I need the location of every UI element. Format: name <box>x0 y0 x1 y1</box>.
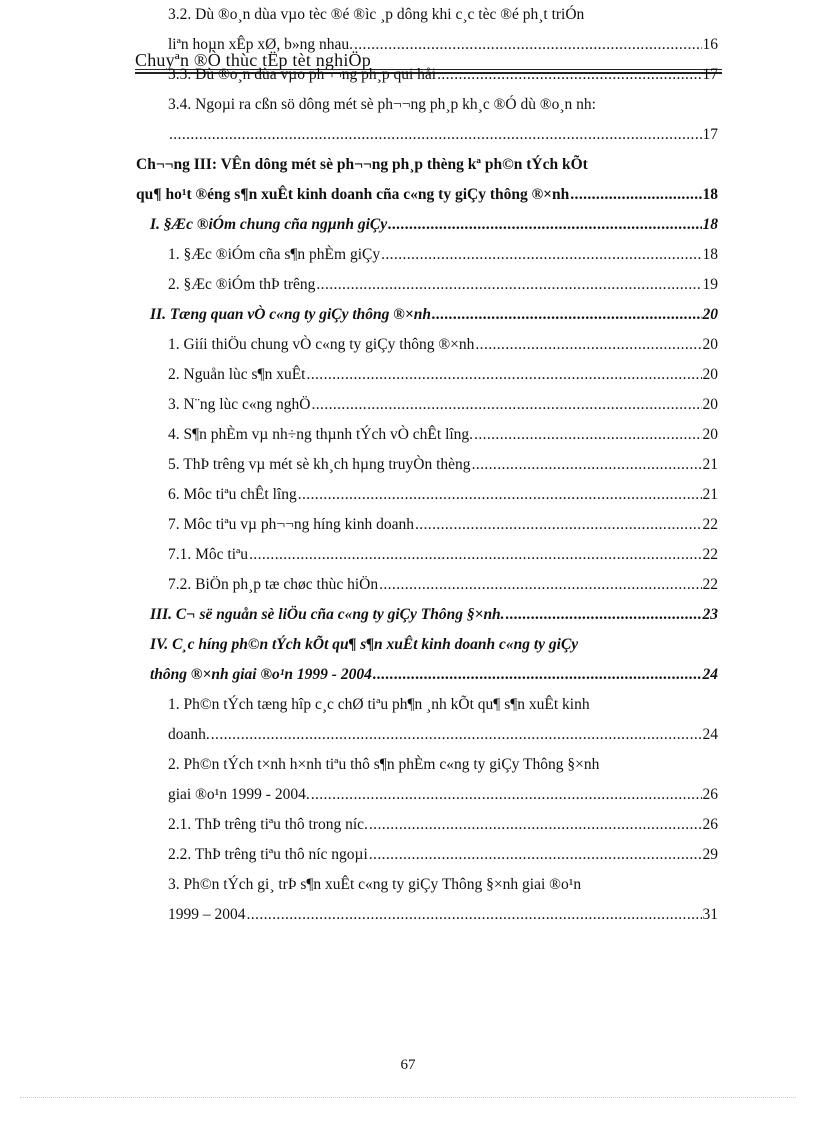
toc-leader-dots <box>373 665 702 685</box>
toc-leader-dots <box>316 275 701 295</box>
toc-entry[interactable] <box>150 305 718 325</box>
toc-entry[interactable] <box>168 335 718 355</box>
toc-leader-dots <box>306 365 701 385</box>
toc-entry[interactable] <box>168 905 718 925</box>
toc-entry-title: 2. §Æc ®iÓm thÞ trêng <box>168 276 316 293</box>
toc-entry-title: 3. Ph©n tÝch gi¸ trÞ s¶n xuÊt c«ng ty giÇy Thông §×nh giai ®o¹n <box>168 876 582 893</box>
toc-page-number: 18 <box>702 216 718 233</box>
toc-entry-title: 2. Ph©n tÝch t×nh h×nh tiªu thô s¶n phÈm c«ng ty giÇy Thông §×nh <box>168 756 600 773</box>
toc-entry[interactable] <box>168 395 718 415</box>
toc-entry[interactable] <box>168 95 596 115</box>
toc-entry-title: 1. Giíi thiÖu chung vÒ c«ng ty giÇy thông ®×nh <box>168 336 475 353</box>
toc-entry-title: 3.2. Dù ®o¸n dùa vµo tèc ®é ®ìc ¸p dông khi c¸c tèc ®é ph¸t triÓn <box>168 6 585 23</box>
toc-entry[interactable] <box>168 875 581 895</box>
toc-entry[interactable] <box>168 755 599 775</box>
toc-leader-dots <box>437 65 701 85</box>
toc-entry-title: qu¶ ho¹t ®éng s¶n xuÊt kinh doanh cña c«ng ty giÇy thông ®×nh <box>136 186 570 203</box>
toc-page-number: 20 <box>702 366 718 383</box>
toc-entry-title: 5. ThÞ trêng vµ mét sè kh¸ch hµng truyÒn thèng <box>168 456 471 473</box>
toc-entry-title: 4. S¶n phÈm vµ nh÷ng thµnh tÝch vÒ chÊt lîng. <box>168 426 474 443</box>
toc-page-number: 29 <box>702 846 718 863</box>
toc-entry[interactable] <box>168 815 718 835</box>
toc-page-number: 19 <box>702 276 718 293</box>
toc-entry[interactable] <box>168 785 718 805</box>
toc-entry-title: II. Tæng quan vÒ c«ng ty giÇy thông ®×nh <box>150 306 431 323</box>
toc-entry-title: 3. N¨ng lùc c«ng nghÖ <box>168 396 311 413</box>
toc-entry-title: 6. Môc tiªu chÊt lîng <box>168 486 297 503</box>
toc-page-number: 23 <box>702 606 718 623</box>
page-number: 67 <box>400 1057 416 1073</box>
toc-entry[interactable] <box>168 35 718 55</box>
toc-entry[interactable] <box>168 485 718 505</box>
page-bottom-edge <box>20 1097 796 1098</box>
toc-leader-dots <box>570 185 701 205</box>
toc-page-number: 21 <box>702 486 718 503</box>
toc-page-number: 22 <box>702 516 718 533</box>
toc-leader-dots <box>472 455 702 475</box>
toc-entry-title: 7.2. BiÖn ph¸p tæ chøc thùc hiÖn <box>168 576 379 593</box>
toc-entry[interactable] <box>168 545 718 565</box>
toc-page-number: 22 <box>702 546 718 563</box>
toc-entry-title: thông ®×nh giai ®o¹n 1999 - 2004 <box>150 666 372 683</box>
toc-entry[interactable] <box>168 845 718 865</box>
toc-leader-dots <box>311 785 702 805</box>
toc-entry-title: 1. §Æc ®iÓm cña s¶n phÈm giÇy <box>168 246 381 263</box>
toc-page-number: 24 <box>702 666 718 683</box>
toc-entry-title: 3.4. Ngoµi ra cßn sö dông mét sè ph¬¬ng ph¸p kh¸c ®Ó dù ®o¸n nh: <box>168 96 596 113</box>
toc-entry-title: 2.2. ThÞ trêng tiªu thô níc ngoµi <box>168 846 368 863</box>
toc-leader-dots <box>432 305 702 325</box>
toc-entry[interactable] <box>168 245 718 265</box>
toc-leader-dots <box>369 845 702 865</box>
toc-entry[interactable] <box>168 5 584 25</box>
toc-entry[interactable] <box>168 125 718 145</box>
toc-page-number: 18 <box>702 186 718 203</box>
toc-leader-dots <box>247 905 702 925</box>
toc-leader-dots <box>379 575 701 595</box>
toc-page-number: 17 <box>702 126 718 143</box>
toc-leader-dots <box>211 725 702 745</box>
toc-entry[interactable] <box>136 155 588 175</box>
toc-entry[interactable] <box>168 515 718 535</box>
toc-leader-dots <box>312 395 702 415</box>
toc-entry-title: doanh. <box>168 726 210 743</box>
toc-page-number: 21 <box>702 456 718 473</box>
toc-entry-title: IV. C¸c híng ph©n tÝch kÕt qu¶ s¶n xuÊt kinh doanh c«ng ty giÇy <box>150 636 579 653</box>
toc-leader-dots <box>169 125 702 145</box>
toc-leader-dots <box>475 335 701 355</box>
toc-entry-title: III. C¬ së nguån sè liÖu cña c«ng ty giÇy Thông §×nh. <box>150 606 505 623</box>
toc-entry-title: 3.3. Dù ®o¸n dùa vµo ph¬¬ng ph¸p qui håi <box>168 66 437 83</box>
toc-entry[interactable] <box>150 605 718 625</box>
toc-leader-dots <box>415 515 702 535</box>
toc-entry[interactable] <box>150 665 718 685</box>
toc-page-number: 24 <box>702 726 718 743</box>
toc-leader-dots <box>506 605 702 625</box>
toc-page-number: 17 <box>702 66 718 83</box>
toc-entry[interactable] <box>168 275 718 295</box>
toc-page-number: 26 <box>702 816 718 833</box>
toc-entry[interactable] <box>168 575 718 595</box>
toc-entry[interactable] <box>168 65 718 85</box>
toc-leader-dots <box>354 35 702 55</box>
toc-entry[interactable] <box>168 455 718 475</box>
toc-leader-dots <box>474 425 701 445</box>
toc-leader-dots <box>249 545 701 565</box>
toc-entry-title: I. §Æc ®iÓm chung cña ngµnh giÇy <box>150 216 388 233</box>
toc-entry-title: liªn hoµn xÊp xØ, b»ng nhau. <box>168 36 353 53</box>
toc-entry[interactable] <box>150 635 578 655</box>
toc-leader-dots <box>369 815 702 835</box>
toc-entry-title: giai ®o¹n 1999 - 2004. <box>168 786 310 803</box>
toc-entry[interactable] <box>168 695 590 715</box>
toc-page-number: 20 <box>702 426 718 443</box>
toc-page-number: 26 <box>702 786 718 803</box>
toc-page-number: 18 <box>702 246 718 263</box>
toc-entry[interactable] <box>136 185 718 205</box>
toc-leader-dots <box>381 245 701 265</box>
toc-leader-dots <box>298 485 702 505</box>
toc-entry-title: 7.1. Môc tiªu <box>168 546 249 563</box>
toc-entry-title: Ch¬¬ng III: VÊn dông mét sè ph¬¬ng ph¸p thèng kª ph©n tÝch kÕt <box>136 156 588 173</box>
toc-entry-title: 1999 – 2004 <box>168 906 246 923</box>
toc-entry[interactable] <box>168 725 718 745</box>
toc-entry-title: 2.1. ThÞ trêng tiªu thô trong níc. <box>168 816 368 833</box>
toc-entry[interactable] <box>168 425 718 445</box>
toc-leader-dots <box>388 215 701 235</box>
toc-entry-title: 2. Nguån lùc s¶n xuÊt <box>168 366 306 383</box>
page-header-title: Chuyªn ®Ò thùc tËp tèt nghiÖp <box>135 50 371 70</box>
toc-page-number: 20 <box>702 396 718 413</box>
toc-entry[interactable] <box>150 215 718 235</box>
toc-page-number: 20 <box>702 336 718 353</box>
toc-entry-title: 1. Ph©n tÝch tæng hîp c¸c chØ tiªu ph¶n ¸nh kÕt qu¶ s¶n xuÊt kinh <box>168 696 590 713</box>
toc-entry[interactable] <box>168 365 718 385</box>
toc-page-number: 16 <box>702 36 718 53</box>
toc-page-number: 22 <box>702 576 718 593</box>
toc-entry-title: 7. Môc tiªu vµ ph¬¬ng híng kinh doanh <box>168 516 414 533</box>
toc-page-number: 20 <box>702 306 718 323</box>
toc-page-number: 31 <box>702 906 718 923</box>
